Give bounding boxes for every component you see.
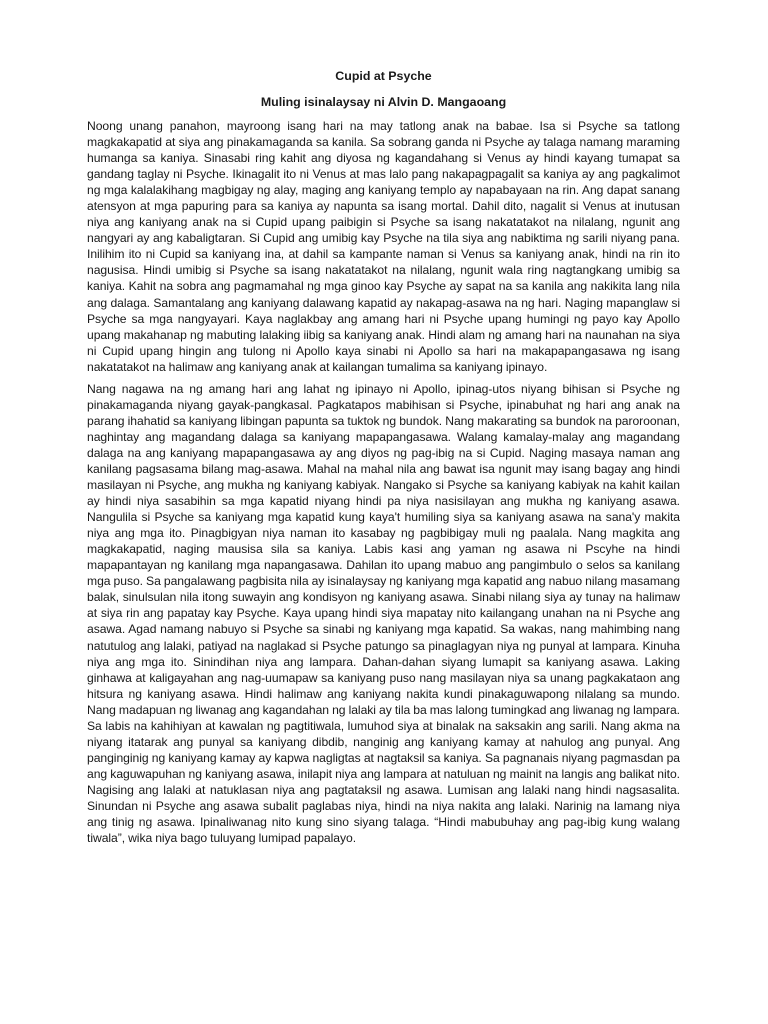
paragraph-1: Noong unang panahon, mayroong isang hari na may tatlong anak na babae. Isa si Psyche sa tatlong magkakapatid at siya ang pinakamaganda sa kanila. Sa sobrang ganda ni Psyche ay talaga namang maraming humanga sa kaniya. Sinasabi ring kahit ang diyosa ng kagandahang si Venus ay hindi kayang tumapat sa gandang taglay ni Psyche. Ikinagalit ito ni Venus at mas lalo pang nakapagpagalit sa kaniya ay ang pagkalimot ng mga kalalakihang magbigay ng alay, maging ang kaniyang templo ay napabayaan na rin. Ang dapat sanang atensyon at mga papuring para sa kaniya ay napunta sa isang mortal. Dahil dito, nagalit si Venus at inutusan niya ang kaniyang anak na si Cupid upang paibigin si Psyche sa isang nakatatakot na nilalang, ngunit ang nangyari ay ang kabaligtaran. Si Cupid ang umibig kay Psyche na tila siya ang nabiktima ng sarili niyang pana. Inilihim ito ni Cupid sa kaniyang ina, at dahil sa kampante naman si Venus sa kaniyang anak, hindi na rin ito nagusisa. Hindi umibig si Psyche sa isang nakatatakot na nilalang, ngunit wala ring nagtangkang umibig sa kaniya. Kahit na sobra ang pagmamahal ng mga ginoo kay Psyche ay sapat na sa kanila ang nakikita lang nila ang dalaga. Samantalang ang kaniyang dalawang kapatid ay nakapag-asawa na ng hari. Naging mapanglaw si Psyche sa mga nangyayari. Kaya naglakbay ang amang hari ni Psyche upang humingi ng payo kay Apollo upang makahanap ng mabuting lalaking iibig sa kaniyang anak. Hindi alam ng amang hari na naunahan na siya ni Cupid upang hingin ang tulong ni Apollo kaya sinabi ni Apollo sa hari na makapapangasawa ng isang nakatatakot na halimaw ang kaniyang anak at kailangan tumalima sa kaniyang ipinayo. (87, 119, 680, 374)
document-page (87, 68, 680, 852)
document-title: Cupid at Psyche (335, 69, 432, 83)
paragraph-2: Nang nagawa na ng amang hari ang lahat ng ipinayo ni Apollo, ipinag-utos niyang bihisan si Psyche ng pinakamaganda niyang gayak-pangkasal. Pagkatapos mabihisan si Psyche, ipinabuhat ng hari ang anak na parang ihahatid sa kaniyang libingan papunta sa tuktok ng bundok. Nang makarating sa bundok na paroroonan, naghintay ang magandang dalaga sa kaniyang mapapangasawa. Walang kamalay-malay ang magandang dalaga na ang kaniyang mapapangasawa ay ang diyos ng pag-ibig na si Cupid. Naging masaya naman ang kanilang pagsasama bilang mag-asawa. Mahal na mahal nila ang bawat isa ngunit may isang bagay ang hindi masilayan ni Psyche, ang mukha ng kaniyang kabiyak. Nangako si Psyche sa kaniyang kabiyak na kahit kailan ay hindi niya sasabihin sa mga kapatid niyang hindi pa niya nasisilayan ang mukha ng kaniyang asawa. Nangulila si Psyche sa kaniyang mga kapatid kung kaya't humiling siya sa kaniyang asawa na sana'y makita niya ang mga ito. Pinagbigyan niya naman ito kasabay ng pagbibigay muli ng paalala. Nang magkita ang magkakapatid, naging mausisa sila sa kaniya. Labis kasi ang yaman ng asawa ni Pscyhe na hindi mapapantayan ng kanilang mga napangasawa. Dahilan ito upang mabuo ang pangimbulo o selos sa kanilang mga puso. Sa pangalawang pagbisita nila ay isinalaysay ng kaniyang mga kapatid ang nabuo nilang masamang balak, sinulsulan nila itong suwayin ang kondisyon ng kaniyang asawa. Sinabi nilang siya ay tunay na halimaw at siya rin ang papatay kay Psyche. Kaya upang hindi siya mapatay nito kailangang unahan na ni Psyche ang asawa. Agad namang nabuyo si Psyche sa sinabi ng kaniyang mga kapatid. Sa wakas, nang mahimbing nang natutulog ang lalaki, patiyad na naglakad si Psyche patungo sa pinaglagyan niya ng punyal at lampara. Kinuha niya ang mga ito. Sinindihan niya ang lampara. Dahan-dahan siyang lumapit sa kaniyang asawa. Laking ginhawa at kaligayahan ang nag-uumapaw sa kaniyang puso nang masilayan niya sa unang pagkakataon ang hitsura ng kaniyang asawa. Hindi halimaw ang kaniyang nakita kundi pinakaguwapong nilalang sa mundo. Nang madapuan ng liwanag ang kagandahan ng lalaki ay tila ba mas lalong tumingkad ang liwanag ng lampara. Sa labis na kahihiyan at kawalan ng pagtitiwala, lumuhod siya at binalak na saksakin ang sarili. Nang akma na niyang itatarak ang punyal sa kaniyang dibdib, nanginig ang kaniyang kamay at nahulog ang punyal. Ang panginginig ng kaniyang kamay ay kapwa nagligtas at nagtaksil sa kaniya. Sa pagnanais niyang pagmasdan pa ang kaguwapuhan ng kaniyang asawa, inilapit niya ang lampara at natuluan ng mainit na langis ang balikat nito. Nagising ang lalaki at natuklasan niya ang pagtataksil ng asawa. Lumisan ang lalaki nang hindi nagsasalita. Sinundan ni Psyche ang asawa subalit paglabas niya, hindi na niya nakita ang lalaki. Narinig na lamang niya ang tinig ng asawa. Ipinaliwanag nito kung sino siyang talaga. “Hindi mabubuhay ang pag-ibig kung walang tiwala”, wika niya bago tuluyang lumipad papalayo. (87, 381, 680, 846)
document-subtitle: Muling isinalaysay ni Alvin D. Mangaoang (260, 95, 507, 109)
